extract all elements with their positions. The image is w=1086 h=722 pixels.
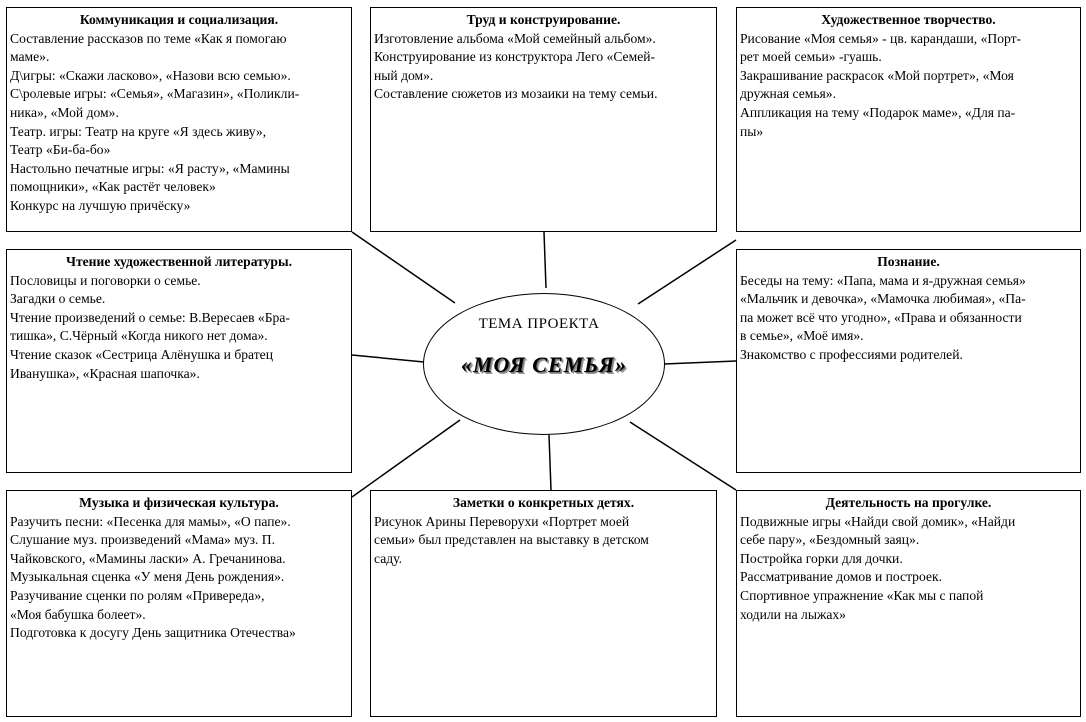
box-line: «Моя бабушка болеет». (10, 606, 146, 622)
box-line: Рассматривание домов и построек. (740, 569, 942, 585)
box-communication (6, 7, 352, 232)
connector-labor (544, 232, 546, 288)
connector-communication (352, 232, 455, 303)
box-labor (370, 7, 717, 232)
box-line: Беседы на тему: «Папа, мама и я-дружная семья» (740, 272, 1026, 288)
box-line: Настольно печатные игры: «Я расту», «Мамины (10, 160, 290, 176)
box-music (6, 490, 352, 717)
box-art (736, 7, 1081, 232)
connector-reading (352, 355, 424, 362)
box-title: Познание. (877, 254, 940, 269)
box-line: Конструирование из конструктора Лего «Семей- (374, 49, 656, 65)
box-cognition (736, 249, 1081, 473)
box-line: ходили на лыжах» (740, 606, 846, 622)
box-title: Заметки о конкретных детях. (452, 495, 635, 510)
box-line: С\ролевые игры: «Семья», «Магазин», «Поликли- (10, 86, 300, 102)
box-line: пы» (740, 123, 764, 139)
box-title: Деятельность на прогулке. (825, 495, 992, 510)
box-line: Разучить песни: «Песенка для мамы», «О папе». (10, 513, 291, 529)
box-line: рет моей семьи» -гуашь. (740, 49, 882, 65)
box-line: Пословицы и поговорки о семье. (10, 272, 201, 288)
box-title: Художественное творчество. (821, 12, 996, 27)
box-title: Коммуникация и социализация. (79, 12, 279, 27)
box-title: Труд и конструирование. (466, 12, 621, 27)
box-line: помощники», «Как растёт человек» (10, 179, 216, 195)
box-line: Рисование «Моя семья» - цв. карандаши, «Порт- (740, 30, 1022, 46)
box-line: Составление рассказов по теме «Как я помогаю (10, 30, 287, 46)
box-line: Знакомство с профессиями родителей. (740, 346, 963, 362)
box-line: Разучивание сценки по ролям «Привереда», (10, 587, 265, 603)
box-line: Постройка горки для дочки. (740, 550, 903, 566)
connector-notes (549, 435, 551, 490)
box-line: Подготовка к досугу День защитника Отечества» (10, 625, 296, 641)
box-line: Закрашивание раскрасок «Мой портрет», «Моя (740, 67, 1014, 83)
box-line: Чтение сказок «Сестрица Алёнушка и братец (10, 346, 273, 362)
project-theme-title: «МОЯ СЕМЬЯ» (461, 352, 627, 377)
box-line: «Мальчик и девочка», «Мамочка любимая», «Па- (740, 291, 1026, 307)
project-theme-label: ТЕМА ПРОЕКТА (478, 316, 600, 332)
box-line: Д\игры: «Скажи ласково», «Назови всю семью». (10, 67, 291, 83)
box-title: Чтение художественной литературы. (65, 254, 293, 269)
connector-art (638, 240, 736, 304)
box-line: тишка», С.Чёрный «Когда никого нет дома». (10, 328, 268, 344)
box-line: Театр «Би-ба-бо» (10, 142, 111, 158)
connector-walk (630, 422, 736, 490)
box-line: себе пару», «Бездомный заяц». (740, 532, 920, 548)
box-line: Иванушка», «Красная шапочка». (10, 365, 200, 381)
box-title: Музыка и физическая культура. (79, 495, 279, 510)
box-line: Загадки о семье. (10, 291, 106, 307)
box-line: Конкурс на лучшую причёску» (10, 197, 191, 213)
box-line: Музыкальная сценка «У меня День рождения». (10, 569, 285, 585)
box-notes (370, 490, 717, 717)
box-line: Спортивное упражнение «Как мы с папой (740, 587, 984, 603)
box-line: Чайковского, «Мамины ласки» А. Гречанинова. (10, 550, 286, 566)
box-line: Аппликация на тему «Подарок маме», «Для па- (740, 104, 1016, 120)
box-walk (736, 490, 1081, 717)
connector-music (352, 420, 460, 497)
box-line: Изготовление альбома «Мой семейный альбом». (374, 30, 656, 46)
connector-cognition (664, 361, 736, 364)
box-line: Подвижные игры «Найди свой домик», «Найди (740, 513, 1016, 529)
box-line: дружная семья». (740, 86, 836, 102)
box-line: па может всё что угодно», «Права и обязанности (740, 309, 1022, 325)
box-line: Составление сюжетов из мозаики на тему семьи. (374, 86, 658, 102)
box-line: Рисунок Арины Переворухи «Портрет моей (374, 513, 630, 529)
box-line: маме». (10, 49, 50, 65)
box-line: семьи» был представлен на выставку в детском (374, 532, 649, 548)
box-line: Слушание муз. произведений «Мама» муз. П. (10, 532, 276, 548)
box-line: ника», «Мой дом». (10, 104, 119, 120)
box-line: Чтение произведений о семье: В.Вересаев «Бра- (10, 309, 290, 325)
box-line: в семье», «Моё имя». (740, 328, 864, 344)
box-reading (6, 249, 352, 473)
box-line: саду. (374, 550, 402, 566)
box-line: Театр. игры: Театр на круге «Я здесь живу», (10, 123, 267, 139)
box-line: ный дом». (374, 67, 434, 83)
